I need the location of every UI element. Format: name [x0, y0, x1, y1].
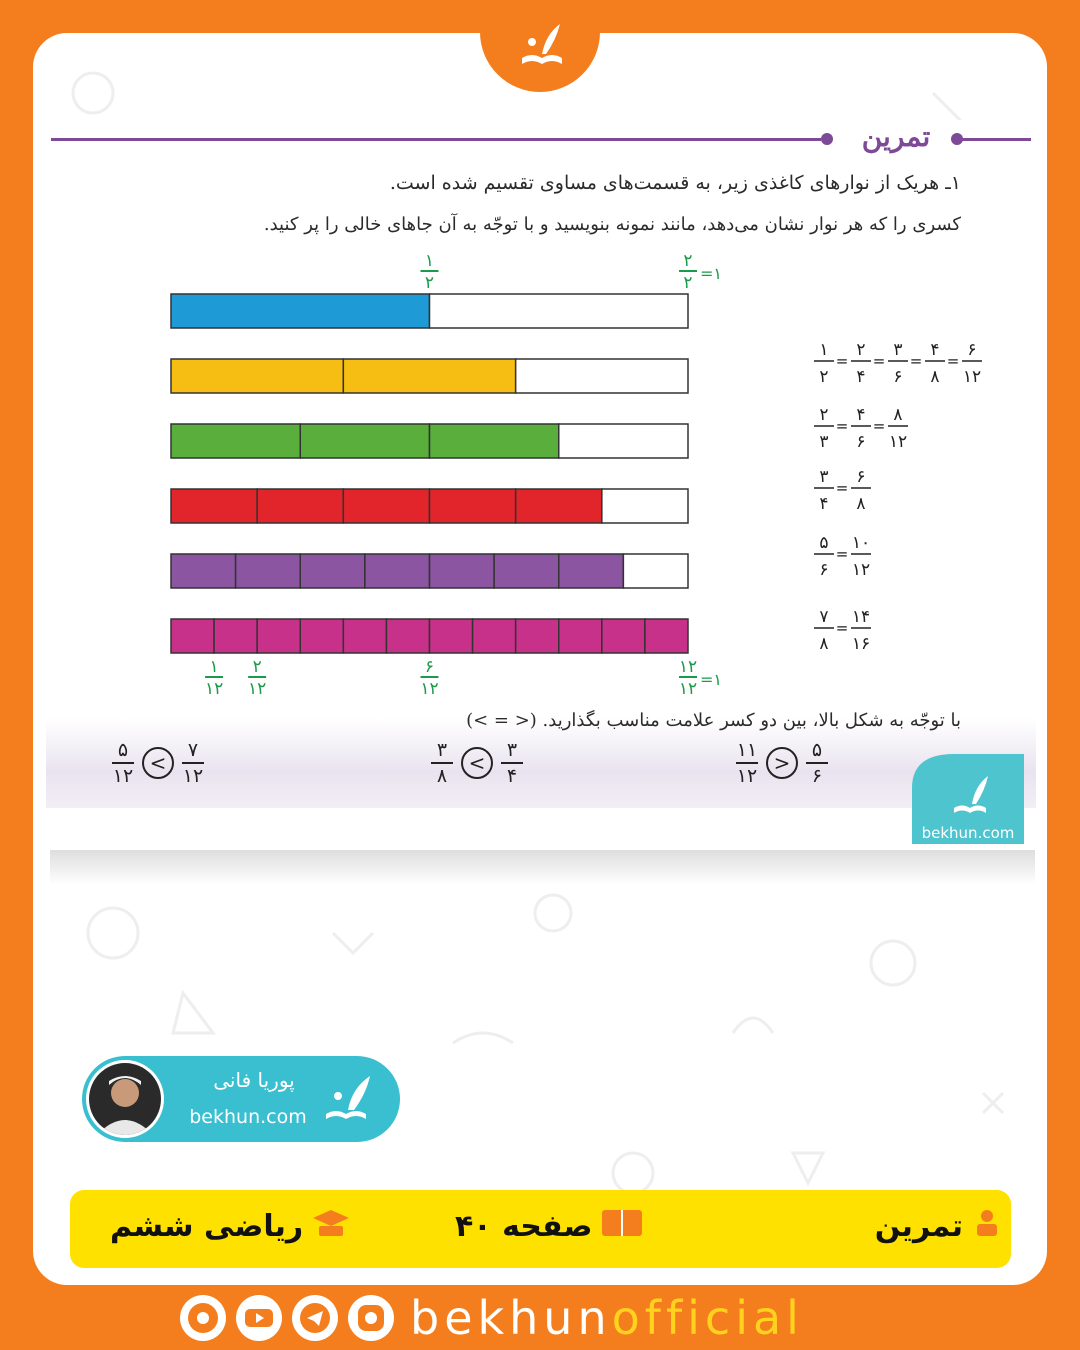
- left-fraction-numerator: ۵: [117, 739, 129, 761]
- equiv-denominator: ۴: [856, 367, 866, 387]
- strip-segment: [516, 619, 559, 653]
- strip-segment: [343, 359, 515, 393]
- question-line-1: ۱ـ هریک از نوارهای کاغذی زیر، به قسمت‌های مساوی تقسیم شده است.: [389, 172, 961, 194]
- equals-sign: =: [872, 417, 886, 435]
- brand-text[interactable]: [410, 1291, 804, 1345]
- info-subject-label: ریاضی ششم: [110, 1208, 304, 1244]
- equals-sign: =: [835, 417, 849, 435]
- equiv-denominator: ۶: [893, 367, 903, 387]
- comparison-1[interactable]: [112, 740, 204, 786]
- strip-segment: [171, 619, 214, 653]
- equiv-numerator: ۲: [819, 405, 829, 425]
- equals-sign: =: [872, 352, 886, 370]
- strip-segment: [386, 619, 429, 653]
- bottom-label-denominator: ۱۲: [678, 679, 698, 699]
- right-fraction-numerator: ۳: [506, 739, 518, 761]
- bottom-label-suffix: =۱: [700, 670, 722, 689]
- strip-segment: [171, 424, 300, 458]
- avatar: [86, 1060, 164, 1138]
- top-label-denominator: ۲: [424, 273, 435, 293]
- strip-segment: [494, 554, 559, 588]
- comparison-2[interactable]: [431, 740, 523, 786]
- aparat-icon[interactable]: [180, 1295, 226, 1341]
- strip-segment: [516, 359, 688, 393]
- strip-segment: [257, 619, 300, 653]
- right-fraction-denominator: ۱۲: [182, 765, 204, 787]
- social-footer: [180, 1290, 900, 1346]
- info-subject: [110, 1206, 351, 1246]
- equiv-denominator: ۱۲: [888, 432, 908, 452]
- left-fraction-bar: [431, 762, 453, 764]
- equals-sign: =: [835, 479, 849, 497]
- bekhun-logo-icon: [494, 7, 586, 85]
- right-fraction: [182, 740, 204, 786]
- top-label-numerator: ۲: [683, 251, 693, 271]
- brand-main: bekhun: [410, 1291, 612, 1345]
- author-name: پوریا فانی: [213, 1068, 295, 1092]
- strip-segment: [602, 619, 645, 653]
- bottom-label-numerator: ۶: [424, 657, 435, 677]
- bottom-label-denominator: ۱۲: [204, 679, 224, 699]
- page-title: تمرین: [861, 120, 931, 153]
- strip-segment: [602, 489, 688, 523]
- strip-segment: [300, 554, 365, 588]
- equals-sign: =: [946, 352, 960, 370]
- equiv-denominator: ۱۶: [851, 634, 871, 654]
- comparison-3[interactable]: [736, 740, 828, 786]
- bottom-label-numerator: ۱: [209, 657, 219, 677]
- strip-segment: [516, 489, 602, 523]
- equiv-numerator: ۱: [819, 340, 829, 360]
- top-label-suffix: =۱: [700, 264, 722, 283]
- equals-sign: =: [835, 545, 849, 563]
- strip-segment: [430, 489, 516, 523]
- equiv-numerator: ۸: [893, 405, 903, 425]
- equiv-numerator: ۶: [967, 340, 977, 360]
- strip-segment: [559, 619, 602, 653]
- strip-segment: [343, 619, 386, 653]
- bekhun-logo-icon: [320, 1070, 382, 1128]
- strip-segment: [430, 554, 495, 588]
- right-fraction-denominator: ۴: [506, 765, 518, 787]
- info-page-label: صفحه ۴۰: [455, 1208, 593, 1244]
- right-fraction-denominator: ۶: [811, 765, 823, 787]
- equals-sign: =: [835, 619, 849, 637]
- graduation-icon: [311, 1206, 351, 1246]
- info-bar: [70, 1190, 1011, 1268]
- strip-segment: [171, 489, 257, 523]
- strip-segment: [623, 554, 688, 588]
- info-page: [455, 1206, 644, 1246]
- equiv-denominator: ۸: [856, 494, 866, 514]
- comparison-sign[interactable]: <: [142, 747, 174, 779]
- strip-segment: [559, 424, 688, 458]
- page-shadow: [50, 845, 1035, 885]
- right-fraction-numerator: ۵: [811, 739, 823, 761]
- comparison-sign[interactable]: >: [766, 747, 798, 779]
- author-site[interactable]: bekhun.com: [189, 1106, 307, 1128]
- equiv-numerator: ۳: [819, 467, 829, 487]
- strip-segment: [473, 619, 516, 653]
- equiv-numerator: ۱۴: [851, 607, 871, 627]
- right-fraction: [806, 740, 828, 786]
- bottom-label-numerator: ۲: [252, 657, 262, 677]
- equiv-numerator: ۵: [819, 533, 829, 553]
- equiv-denominator: ۸: [819, 634, 829, 654]
- left-fraction-bar: [736, 762, 758, 764]
- comparison-sign[interactable]: <: [461, 747, 493, 779]
- strip-segment: [430, 294, 689, 328]
- equiv-denominator: ۲: [819, 367, 829, 387]
- equiv-numerator: ۱۰: [851, 533, 871, 553]
- right-fraction-bar: [806, 762, 828, 764]
- left-fraction: [112, 740, 134, 786]
- instagram-icon[interactable]: [348, 1295, 394, 1341]
- right-fraction-bar: [182, 762, 204, 764]
- right-fraction-bar: [501, 762, 523, 764]
- strip-segment: [171, 359, 343, 393]
- bekhun-badge: [904, 748, 1032, 844]
- badge-site: bekhun.com: [921, 824, 1015, 842]
- equals-sign: =: [835, 352, 849, 370]
- question-line-2: کسری را که هر نوار نشان می‌دهد، مانند نمونه بنویسید و با توجّه به آن جاهای خالی را پر کنید.: [263, 214, 961, 235]
- book-icon: [600, 1206, 644, 1246]
- right-fraction-numerator: ۷: [187, 739, 199, 761]
- compare-instruction: با توجّه به شکل بالا، بین دو کسر علامت مناسب بگذارید. (< = >): [466, 710, 961, 731]
- equiv-denominator: ۸: [930, 367, 940, 387]
- equiv-numerator: ۲: [856, 340, 866, 360]
- strip-segment: [300, 424, 429, 458]
- strip-segment: [559, 554, 624, 588]
- strip-segment: [430, 424, 559, 458]
- bottom-label-numerator: ۱۲: [678, 657, 698, 677]
- youtube-icon[interactable]: [236, 1295, 282, 1341]
- textbook-page: [46, 120, 1036, 850]
- top-label-numerator: ۱: [424, 251, 435, 271]
- strip-segment: [430, 619, 473, 653]
- bottom-label-denominator: ۱۲: [420, 679, 439, 699]
- left-fraction-denominator: ۱۲: [112, 765, 134, 787]
- left-fraction-bar: [112, 762, 134, 764]
- strip-segment: [171, 294, 430, 328]
- left-fraction: [736, 740, 758, 786]
- equiv-denominator: ۶: [819, 560, 829, 580]
- info-section-label: تمرین: [874, 1208, 963, 1244]
- left-fraction-numerator: ۳: [436, 739, 448, 761]
- bottom-label-denominator: ۱۲: [248, 679, 267, 699]
- strip-segment: [365, 554, 430, 588]
- strip-segment: [236, 554, 301, 588]
- strip-segment: [343, 489, 429, 523]
- left-fraction-denominator: ۱۲: [736, 765, 758, 787]
- left-fraction-denominator: ۸: [436, 765, 448, 787]
- info-section: [875, 1206, 1003, 1246]
- left-fraction: [431, 740, 453, 786]
- left-fraction-numerator: ۱۱: [736, 739, 758, 761]
- strip-segment: [171, 554, 236, 588]
- equiv-numerator: ۴: [856, 405, 866, 425]
- equiv-denominator: ۳: [819, 432, 829, 452]
- equals-sign: =: [909, 352, 923, 370]
- equiv-numerator: ۳: [893, 340, 903, 360]
- telegram-icon[interactable]: [292, 1295, 338, 1341]
- equiv-denominator: ۴: [819, 494, 829, 514]
- strip-segment: [300, 619, 343, 653]
- right-fraction: [501, 740, 523, 786]
- equiv-numerator: ۶: [856, 467, 866, 487]
- teacher-icon: [971, 1206, 1003, 1246]
- strip-segment: [645, 619, 688, 653]
- equiv-denominator: ۶: [856, 432, 866, 452]
- strip-segment: [257, 489, 343, 523]
- equiv-numerator: ۴: [930, 340, 940, 360]
- top-label-denominator: ۲: [683, 273, 693, 293]
- equiv-denominator: ۱۲: [962, 367, 982, 387]
- author-profile[interactable]: [82, 1056, 400, 1142]
- strip-segment: [214, 619, 257, 653]
- brand-accent: official: [611, 1291, 804, 1345]
- equiv-denominator: ۱۲: [851, 560, 871, 580]
- equiv-numerator: ۷: [819, 607, 829, 627]
